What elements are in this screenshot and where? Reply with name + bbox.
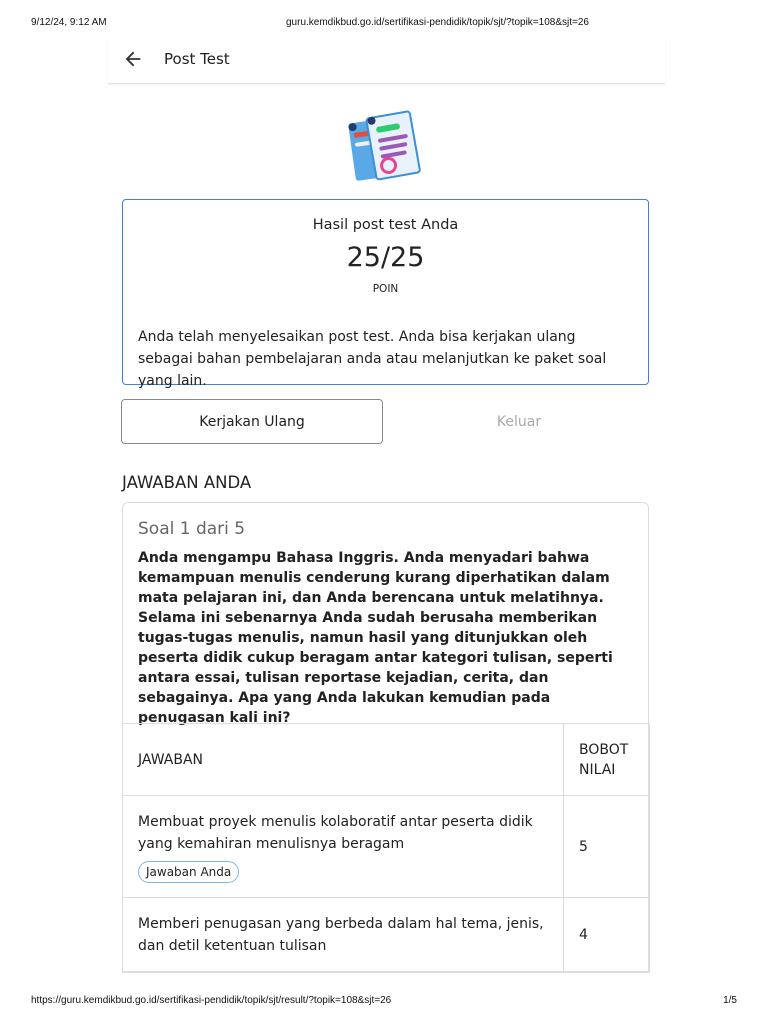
your-answer-badge: Jawaban Anda <box>138 861 239 883</box>
result-card <box>122 199 649 389</box>
print-datetime: 9/12/24, 9:12 AM <box>31 17 107 28</box>
answer-table <box>122 723 650 973</box>
print-page-number: 1/5 <box>723 995 737 1006</box>
table-header-row <box>123 724 650 796</box>
table-row <box>123 796 650 898</box>
top-bar <box>108 36 665 84</box>
page-title: Post Test <box>164 50 230 68</box>
print-footer-url: https://guru.kemdikbud.go.id/sertifikasi-pendidik/topik/sjt/result/?topik=108&sjt=26 <box>31 995 392 1006</box>
answer-text: Membuat proyek menulis kolaboratif antar peserta didik yang kemahiran menulisnya beragam <box>138 813 533 852</box>
answers-section-title: JAWABAN ANDA <box>122 473 252 492</box>
result-unit: POIN <box>372 283 399 295</box>
answer-cell <box>123 898 564 973</box>
retry-button[interactable]: Kerjakan Ulang <box>121 399 383 444</box>
documents-icon <box>346 110 426 186</box>
answer-cell <box>123 796 564 898</box>
column-header-answer: JAWABAN <box>123 724 564 796</box>
score-cell: 5 <box>564 796 650 898</box>
question-number: Soal 1 dari 5 <box>138 519 246 539</box>
arrow-left-icon[interactable] <box>122 48 144 70</box>
result-score: 25/25 <box>346 242 425 273</box>
column-header-score: BOBOT NILAI <box>564 724 650 796</box>
exit-button[interactable]: Keluar <box>388 399 650 444</box>
answer-text: Memberi penugasan yang berbeda dalam hal tema, jenis, dan detil ketentuan tulisan <box>138 916 544 954</box>
result-description: Anda telah menyelesaikan post test. Anda bisa kerjakan ulang sebagai bahan pembelajaran anda atau melanjutkan ke paket soal yang lain. <box>138 329 607 389</box>
print-header-url: guru.kemdikbud.go.id/sertifikasi-pendidik/topik/sjt/?topik=108&sjt=26 <box>286 17 589 28</box>
result-title: Hasil post test Anda <box>312 217 459 233</box>
question-text: Anda mengampu Bahasa Inggris. Anda menyadari bahwa kemampuan menulis cenderung kurang diperhatikan dalam mata pelajaran ini, dan Anda berencana untuk melatihnya. Selama ini sebenarnya Anda sudah berusaha memberikan tugas-tugas menulis, namun hasil yang ditunjukkan oleh peserta didik cukup beragam antar kategori tulisan, seperti antara essai, tulisan reportase kejadian, cerita, dan sebagainya. Apa yang Anda lakukan kemudian pada penugasan kali ini? <box>138 550 613 726</box>
question-card <box>122 502 649 972</box>
score-cell: 4 <box>564 898 650 973</box>
table-row <box>123 898 650 973</box>
